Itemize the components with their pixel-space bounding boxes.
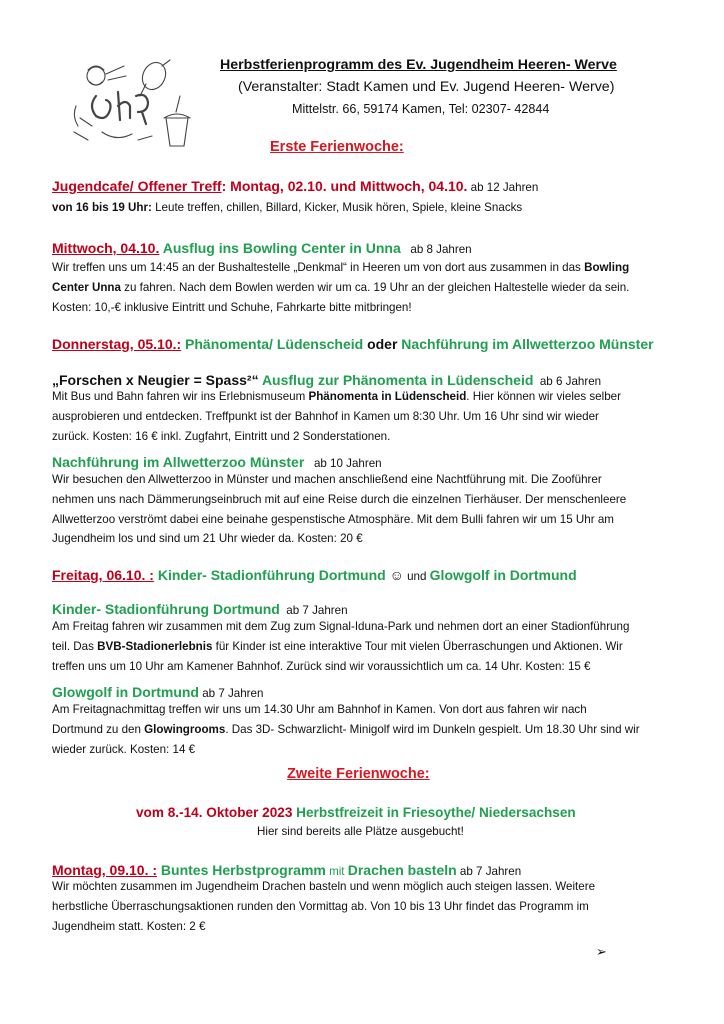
donnerstag-heading: [52, 336, 654, 352]
glowgolf-line-3: wieder zurück. Kosten: 14 €: [52, 742, 196, 756]
zoo-line-4: Jugendheim los und sind um 21 Uhr wieder da. Kosten: 20 €: [52, 532, 363, 546]
donnerstag-option-2: Nachführung im Allwetterzoo Münster: [397, 336, 654, 352]
stadion-age: ab 7 Jahren: [279, 604, 348, 617]
friesoythe-dates: vom 8.-14. Oktober 2023: [136, 805, 293, 820]
glowgolf-text: [52, 700, 640, 759]
stadion-text: [52, 617, 629, 676]
montag-age: ab 7 Jahren: [456, 865, 522, 878]
bowling-line-2: zu fahren. Nach dem Bowlen werden wir um ca. 19 Uhr an der gleichen Haltestelle wieder da sein.: [120, 280, 630, 294]
glowgolf-heading: [52, 684, 263, 700]
freitag-und: und: [403, 570, 430, 583]
glowgolf-line-2-bold: Glowingrooms: [144, 722, 226, 736]
bowling-line-1: Wir treffen uns um 14:45 an der Bushaltestelle „Denkmal“ in Heeren um von dort aus zusammen in das: [52, 261, 585, 274]
montag-title-2: Drachen basteln: [347, 862, 457, 878]
organizer-line: (Veranstalter: Stadt Kamen und Ev. Jugend Heeren- Werve): [238, 79, 615, 95]
jugendcafe-sep: :: [221, 178, 227, 194]
smiley-icon: ☺: [389, 567, 404, 583]
phaenomenta-text: [52, 387, 621, 446]
page-title: Herbstferienprogramm des Ev. Jugendheim Heeren- Werve: [220, 57, 617, 73]
montag-text: [52, 877, 595, 936]
montag-line-3: Jugendheim statt. Kosten: 2 €: [52, 919, 206, 933]
zoo-line-3: Allwetterzoo verströmt dabei eine beinahe gespenstische Atmosphäre. Mit dem Bulli fahren wir um 15 Uhr am: [52, 512, 614, 526]
stadion-line-2-end: für Kinder ist eine interaktive Tour mit vielen Überraschungen und Aktionen. Wir: [212, 639, 623, 653]
bowling-age: ab 8 Jahren: [400, 243, 472, 256]
stadion-line-1: Am Freitag fahren wir zusammen mit dem Zug zum Signal-Iduna-Park und nehmen dort an einer Stadionführung: [52, 620, 630, 633]
zoo-age: ab 10 Jahren: [304, 457, 382, 470]
bowling-date: Mittwoch, 04.10.: [52, 240, 160, 256]
bowling-line-1-bold: Bowling: [584, 261, 630, 274]
glowgolf-title: Glowgolf in Dortmund: [52, 684, 199, 700]
phaenomenta-line-1-bold: Phänomenta in Lüdenscheid: [308, 390, 467, 403]
montag-title-1: Buntes Herbstprogramm: [157, 862, 326, 878]
jugendcafe-title: Jugendcafe/ Offener Treff: [52, 178, 222, 194]
jugendcafe-desc: Leute treffen, chillen, Billard, Kicker, Musik hören, Spiele, kleine Snacks: [151, 201, 523, 214]
montag-heading: [52, 862, 521, 878]
zoo-text: [52, 470, 626, 549]
jugendcafe-time: von 16 bis 19 Uhr:: [52, 201, 152, 214]
jugendcafe-dates: Montag, 02.10. und Mittwoch, 04.10.: [226, 178, 468, 194]
zoo-line-2: nehmen uns nach Dämmerungseinbruch mit auf eine Reise durch die einzelnen Tierhäuser. Der menschenleere: [52, 492, 627, 506]
phaenomenta-age: ab 6 Jahren: [533, 375, 602, 388]
glowgolf-line-1: Am Freitagnachmittag treffen wir uns um 14.30 Uhr am Bahnhof in Kamen. Von dort aus fahren wir nach: [52, 703, 587, 716]
glowgolf-line-2-end: . Das 3D- Schwarzlicht- Minigolf wird im Dunkeln gespielt. Um 18.30 Uhr sind wir: [225, 722, 640, 736]
freitag-option-2: Glowgolf in Dortmund: [429, 567, 577, 583]
donnerstag-or: oder: [363, 336, 398, 352]
glowgolf-age: ab 7 Jahren: [198, 687, 264, 700]
donnerstag-option-1: Phänomenta/ Lüdenscheid: [181, 336, 364, 352]
phaenomenta-line-1: Mit Bus und Bahn fahren wir ins Erlebnismuseum: [52, 390, 309, 403]
stadion-title: Kinder- Stadionführung Dortmund: [52, 601, 280, 617]
donnerstag-date: Donnerstag, 05.10.:: [52, 336, 182, 352]
next-page-arrow-icon: ➢: [596, 944, 607, 959]
week1-heading: Erste Ferienwoche:: [270, 139, 404, 155]
friesoythe-title: Herbstfreizeit in Friesoythe/ Niedersachsen: [292, 805, 576, 820]
bowling-text: [52, 258, 629, 317]
phaenomenta-motto: „Forschen x Neugier = Spass²“: [52, 372, 259, 388]
montag-mit: mit: [325, 865, 348, 878]
address-line: Mittelstr. 66, 59174 Kamen, Tel: 02307- 42844: [292, 102, 550, 116]
phaenomenta-title: Ausflug zur Phänomenta in Lüdenscheid: [258, 372, 534, 388]
montag-line-2: herbstliche Überraschungsaktionen runden den Vormittag ab. Von 10 bis 13 Uhr findet das Programm im: [52, 899, 589, 913]
stadion-heading: [52, 601, 348, 617]
zoo-heading: [52, 454, 382, 470]
jugendcafe-age: ab 12 Jahren: [467, 181, 539, 194]
phaenomenta-heading: [52, 372, 601, 388]
zoo-title: Nachführung im Allwetterzoo Münster: [52, 454, 305, 470]
bowling-line-2-bold: Center Unna: [52, 280, 121, 294]
week2-heading: Zweite Ferienwoche:: [287, 766, 430, 782]
friesoythe-note: Hier sind bereits alle Plätze ausgebucht!: [257, 825, 464, 838]
stadion-line-3: treffen uns um 10 Uhr am Kamener Bahnhof. Zurück sind wir voraussichtlich um ca. 14 Uhr. Kosten: 15 €: [52, 659, 591, 673]
jugendcafe-text: [52, 198, 522, 218]
glowgolf-line-2-start: Dortmund zu den: [52, 722, 145, 736]
jugendheim-logo-sketch: [66, 56, 196, 154]
stadion-line-2-bold: BVB-Stadionerlebnis: [97, 639, 213, 653]
bowling-title: Ausflug ins Bowling Center in Unna: [159, 240, 401, 256]
stadion-line-2-start: teil. Das: [52, 639, 98, 653]
freitag-heading: [52, 567, 577, 583]
montag-date: Montag, 09.10. :: [52, 862, 158, 878]
freitag-option-1: Kinder- Stadionführung Dortmund: [153, 567, 386, 583]
phaenomenta-line-2: ausprobieren und entdecken. Treffpunkt ist der Bahnhof in Kamen um 8:30 Uhr. Um 16 Uhr sind wir wieder: [52, 409, 599, 423]
bowling-heading: [52, 240, 472, 256]
montag-line-1: Wir möchten zusammen im Jugendheim Drachen basteln und wenn möglich auch steigen lassen. Weitere: [52, 880, 596, 893]
zoo-line-1: Wir besuchen den Allwetterzoo in Münster und machen anschließend eine Nachtführung mit. Die Zooführer: [52, 473, 602, 486]
phaenomenta-line-3: zurück. Kosten: 16 € inkl. Zugfahrt, Eintritt und 2 Sonderstationen.: [52, 429, 391, 443]
phaenomenta-line-1-end: . Hier können wir vieles selber: [466, 390, 621, 403]
friesoythe-heading: [136, 805, 576, 820]
bowling-line-3: Kosten: 10,-€ inklusive Eintritt und Schuhe, Fahrkarte bitte mitbringen!: [52, 300, 412, 314]
freitag-date: Freitag, 06.10. :: [52, 567, 154, 583]
jugendcafe-heading: [52, 178, 538, 194]
